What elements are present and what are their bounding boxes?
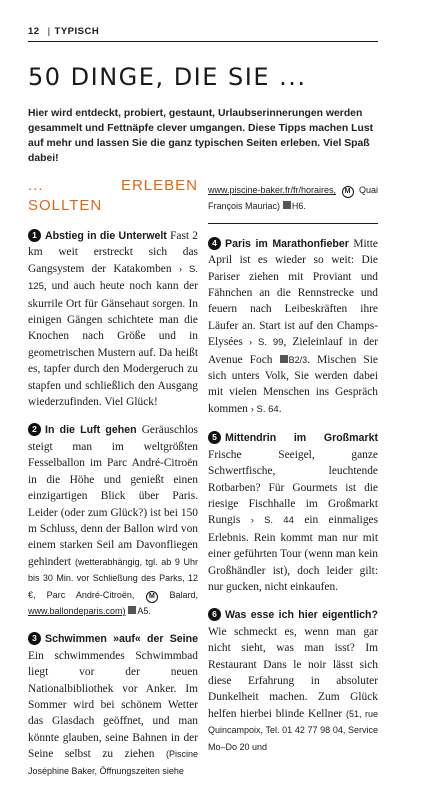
entry-title: Abstieg in die Unterwelt (45, 230, 167, 242)
page-reference: › S. 44 (250, 515, 294, 527)
map-icon (280, 355, 288, 363)
page-title: 50 DINGE, DIE SIE ... (28, 63, 307, 91)
entry-text: Frische Seeigel, ganze Schwertfische, leuchtende Rotbarben? Für Gourmets ist die riesige Fischhalle im Großmarkt Rungis (208, 448, 378, 527)
entry-info: (51, rue Quincampoix, Tel. 01 42 77 98 04, Service Mo–Do 20 und (208, 708, 378, 752)
entry-3-continued (208, 182, 378, 215)
entry-divider (208, 223, 378, 224)
entry-1 (28, 228, 198, 410)
entry-text: ein einmaliges Erlebnis. Rein kommt man nur mit einer geführten Tour (wenn man kein Großhändler ist), doch leider gilt: nur gucken, nicht einkaufen. (208, 514, 378, 593)
map-icon (128, 606, 136, 614)
left-column (28, 176, 198, 791)
entry-6 (208, 607, 378, 755)
number-badge-icon: 1 (28, 229, 41, 242)
page-reference: › S. 64 (250, 403, 279, 415)
website-link[interactable]: www.ballondeparis.com) (28, 605, 126, 616)
number-badge-icon: 6 (208, 608, 221, 621)
entry-4 (208, 236, 378, 418)
entry-3 (28, 631, 198, 779)
entry-text-emphasis: blinde Kellner (275, 707, 343, 720)
number-badge-icon: 5 (208, 431, 221, 444)
entry-info: (Piscine Joséphine Baker, Öffnungszeiten siehe (28, 749, 198, 776)
number-badge-icon: 2 (28, 423, 41, 436)
header-separator: | (47, 26, 51, 37)
entry-title: Mittendrin im Großmarkt (225, 432, 378, 445)
entry-text: Mitte April ist es wieder so weit: Die Pariser ziehen mit Proviant und Fähnchen an die Rennstrecke und feuern nach Leibeskräften ihre Läufer an. Start ist auf den Champs-Elysées (208, 237, 378, 349)
metro-icon: M (342, 186, 354, 198)
section-label: TYPISCH (54, 26, 100, 37)
entry-text: , und auch heute noch kann der skurrile Ort für Gänsehaut sorgen. In einigen Gängen schichtete man die Knochen nach Größe und in geometrischen Mustern auf. Da heißt es, tapfer durch den Modergeruch zu stapfen und schließlich den Ausgang wiederzufinden. Viel Glück! (28, 280, 198, 409)
entry-2 (28, 422, 198, 619)
entry-text: Wie schmeckt es, wenn man gar nicht sieht, was man isst? Im Restaurant Dans le noir lässt sich diese Erfahrung in absoluter Dunkelheit machen. Zum Glück helfen hierbei (208, 625, 378, 720)
metro-station: Quai François Mauriac) (208, 185, 378, 212)
map-reference: B2/3 (288, 354, 308, 365)
entry-text: Fast 2 km weit erstreckt sich das Gangsystem der Katakomben (28, 230, 198, 275)
page-number: 12 (28, 26, 40, 37)
number-badge-icon: 3 (28, 632, 41, 645)
entry-title: Schwimmen »auf« der Seine (45, 633, 198, 646)
website-link[interactable]: www.piscine-baker.fr/fr/horaires, (208, 185, 337, 195)
page-reference: › S. 125 (28, 263, 198, 293)
section-heading: ... ERLEBEN SOLLTEN (28, 177, 198, 214)
metro-station: Balard, (169, 589, 198, 600)
entry-title: Paris im Marathonfieber (225, 237, 349, 250)
map-reference: H6. (291, 201, 306, 212)
map-reference: A5. (137, 605, 151, 616)
entry-info: (wetterabhängig, tgl. ab 9 Uhr bis 30 Min. vor Schließung des Parks, 12 €, Parc André-Citroën, (28, 556, 198, 600)
page-reference: › S. 99 (248, 337, 284, 349)
right-column (208, 182, 378, 767)
entry-text: Geräuschlos steigt man im weltgrößten Fesselballon im Parc André-Citroën in die Höhe und genießt einen einzigartigen Blick über Paris. Leider (oder zum Glück?) ist bei 150 m Schluss, denn der Ballon wird von einem starken Seil am Davonfliegen gehindert (28, 424, 198, 568)
entry-title: Was esse ich hier eigentlich? (225, 609, 378, 622)
running-header (28, 26, 378, 40)
entry-text: Ein schwimmendes Schwimmbad liegt vor der neuen Nationalbibliothek vor Anker. Im Sommer wird bei schönem Wetter das Glasdach geöffnet, und man könnte glauben, seine Bahnen in der Seine selbst zu ziehen (28, 649, 198, 761)
entry-title: In die Luft gehen (45, 424, 137, 437)
header-rule (28, 41, 378, 42)
map-icon (283, 201, 291, 209)
entry-5 (208, 430, 378, 595)
entry-text: , Zieleinlauf in der Avenue Foch (208, 336, 378, 366)
intro-text: Hier wird entdeckt, probiert, gestaunt, Urlaubserinnerungen werden gesammelt und Fettnäpfe clever umgangen. Diese Tipps machen Lust auf mehr und lassen Sie die ganz typischen Seiten erleben. Viel Spaß dabei! (28, 108, 374, 164)
number-badge-icon: 4 (208, 237, 221, 250)
entry-text: . Mischen Sie sich unters Volk, Sie werden dabei mit vielen Menschen ins Gespräch kommen (208, 353, 378, 415)
metro-icon: M (146, 591, 158, 603)
entry-text: . (278, 402, 282, 415)
